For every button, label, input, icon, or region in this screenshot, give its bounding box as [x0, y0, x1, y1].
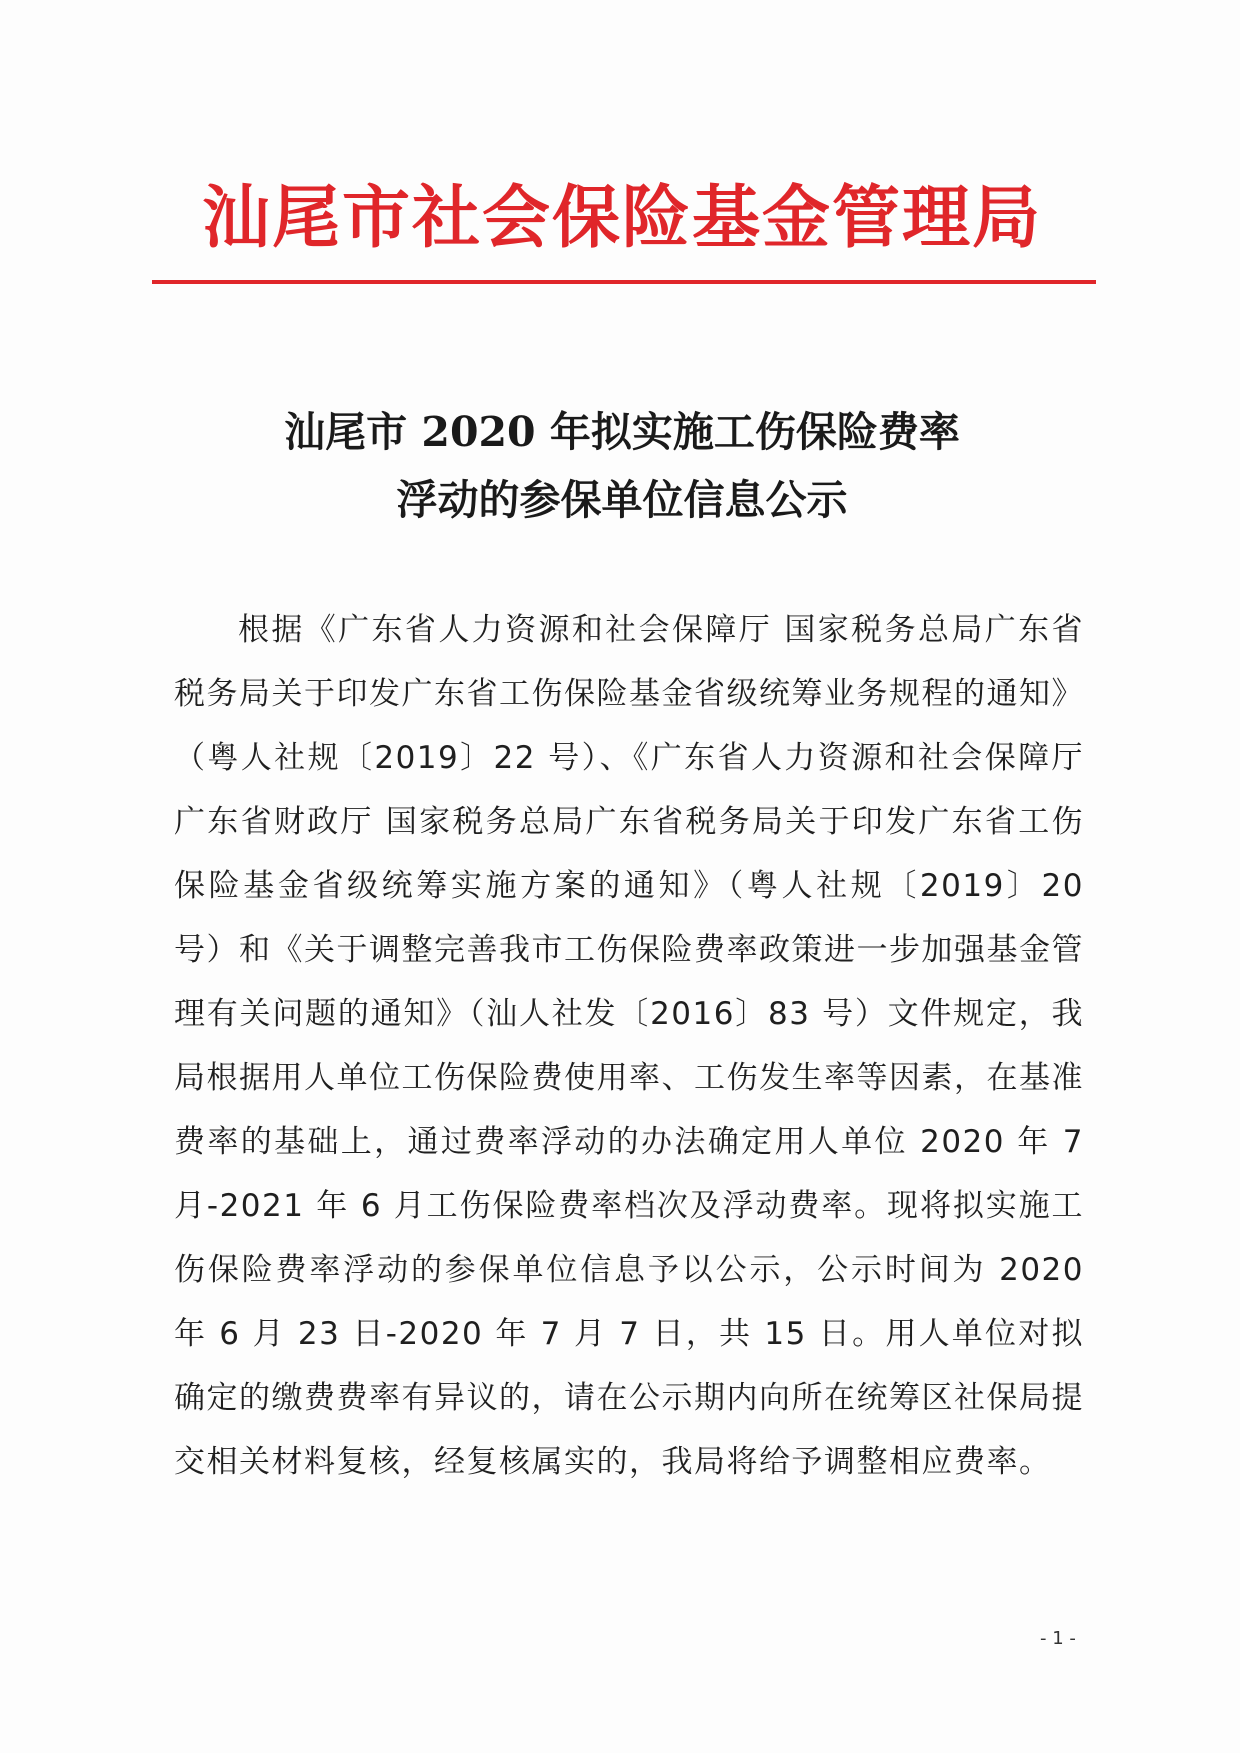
letterhead-agency-name: 汕尾市社会保险基金管理局 — [201, 178, 1042, 258]
document-title-line-2: 浮动的参保单位信息公示 — [396, 476, 848, 524]
page-number: - 1 - — [1040, 1628, 1076, 1649]
document-title — [150, 398, 1094, 534]
body-paragraph: 根据《广东省人力资源和社会保障厅 国家税务总局广东省税务局关于印发广东省工伤保险基金省级统筹业务规程的通知》（粤人社规〔2019〕22 号）、《广东省人力资源和社会保障厅 广东省财政厅 国家税务总局广东省税务局关于印发广东省工伤保险基金省级统筹实施方案的通知》（粤人社规〔2019〕20 号）和《关于调整完善我市工伤保险费率政策进一步加强基金管理有关问题的通知》（汕人社发〔2016〕83 号）文件规定，我局根据用人单位工伤保险费使用率、工伤发生率等因素，在基准费率的基础上，通过费率浮动的办法确定用人单位 2020 年 7 月-2021 年 6 月工伤保险费率档次及浮动费率。现将拟实施工伤保险费率浮动的参保单位信息予以公示，公示时间为 2020 年 6 月 23 日-2020 年 7 月 7 日，共 15 日。用人单位对拟确定的缴费费率有异议的，请在公示期内向所在统筹区社保局提交相关材料复核，经复核属实的，我局将给予调整相应费率。 — [174, 612, 1084, 1480]
document-title-line-1: 汕尾市 2020 年拟实施工伤保险费率 — [284, 408, 960, 456]
letterhead-red-rule — [152, 280, 1096, 284]
